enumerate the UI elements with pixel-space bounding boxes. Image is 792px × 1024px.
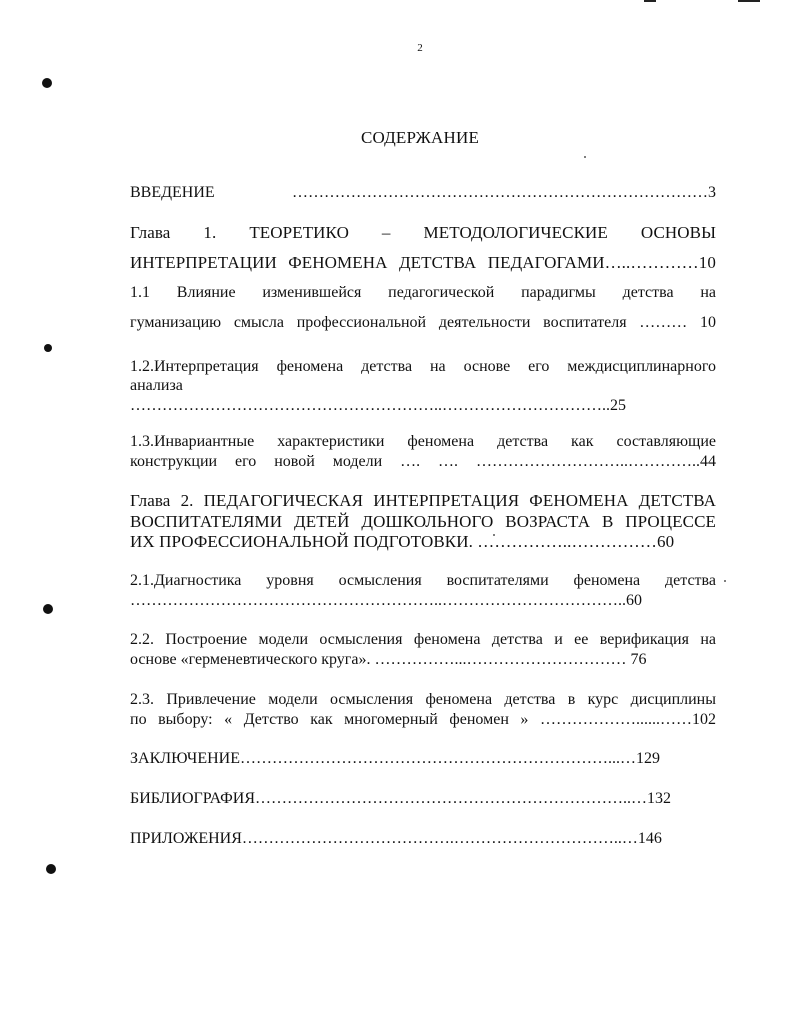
toc-section-2-2-line-2[interactable]: основе «герменевтического круга». ……………...………………………… 76 <box>130 651 647 668</box>
binder-hole-mark <box>46 864 56 874</box>
binder-hole-mark <box>42 78 52 88</box>
toc-chapter-2-line-2[interactable]: ВОСПИТАТЕЛЯМИ ДЕТЕЙ ДОШКОЛЬНОГО ВОЗРАСТА В ПРОЦЕССЕ <box>130 512 716 531</box>
toc-chapter-1-line-2[interactable]: ИНТЕРПРЕТАЦИИ ФЕНОМЕНА ДЕТСТВА ПЕДАГОГАМИ…..…………10 <box>130 253 716 272</box>
page-title: СОДЕРЖАНИЕ <box>360 128 480 147</box>
binder-hole-mark <box>43 604 53 614</box>
toc-section-2-3-line-2[interactable]: по выбору: « Детство как многомерный феномен » ………………......……102 <box>130 711 716 728</box>
scan-artifact <box>644 0 656 2</box>
toc-section-2-1-line-2[interactable]: …………………………………………………..……………………………..60 <box>130 592 642 609</box>
toc-chapter-2-line-1[interactable]: Глава 2. ПЕДАГОГИЧЕСКАЯ ИНТЕРПРЕТАЦИЯ ФЕНОМЕНА ДЕТСТВА <box>130 491 716 510</box>
toc-section-1-1-line-2[interactable]: гуманизацию смысла профессиональной деятельности воспитателя ……… 10 <box>130 314 716 331</box>
toc-section-1-2-line-3[interactable]: …………………………………………………..…………………………..25 <box>130 397 626 414</box>
toc-section-1-3-line-1[interactable]: 1.3.Инвариантные характеристики феномена детства как составляющие <box>130 433 716 450</box>
scan-speck <box>584 156 586 158</box>
binder-hole-mark <box>44 344 52 352</box>
toc-section-1-2-line-2[interactable]: анализа <box>130 377 183 394</box>
toc-section-1-3-line-2[interactable]: конструкции его новой модели …. …. ………………………..…………..44 <box>130 453 716 470</box>
scan-artifact <box>738 0 760 2</box>
toc-entry-conclusion[interactable]: ЗАКЛЮЧЕНИЕ……………………………………………………………...…129 <box>130 750 660 767</box>
toc-chapter-1-line-1[interactable]: Глава 1. ТЕОРЕТИКО – МЕТОДОЛОГИЧЕСКИЕ ОСНОВЫ <box>130 223 716 242</box>
toc-section-1-1-line-1[interactable]: 1.1 Влияние изменившейся педагогической парадигмы детства на <box>130 284 716 301</box>
toc-section-2-2-line-1[interactable]: 2.2. Построение модели осмысления феномена детства и ее верификация на <box>130 631 716 648</box>
toc-section-1-2-line-1[interactable]: 1.2.Интерпретация феномена детства на основе его междисциплинарного <box>130 358 716 375</box>
page-number: 2 <box>417 42 423 54</box>
toc-section-2-3-line-1[interactable]: 2.3. Привлечение модели осмысления феномена детства в курс дисциплины <box>130 691 716 708</box>
toc-section-2-1-line-1[interactable]: 2.1.Диагностика уровня осмысления воспитателями феномена детства <box>130 572 716 589</box>
scan-speck <box>724 580 726 582</box>
toc-entry-introduction[interactable]: ВВЕДЕНИЕ ……………………………………………………………………3 <box>130 184 716 201</box>
toc-entry-appendices[interactable]: ПРИЛОЖЕНИЯ………………………………….…………………………..…146 <box>130 830 662 847</box>
toc-chapter-2-line-3[interactable]: ИХ ПРОФЕССИОНАЛЬНОЙ ПОДГОТОВКИ. ……………..……………60 <box>130 532 675 551</box>
toc-entry-bibliography[interactable]: БИБЛИОГРАФИЯ……………………………………………………………..…132 <box>130 790 672 807</box>
